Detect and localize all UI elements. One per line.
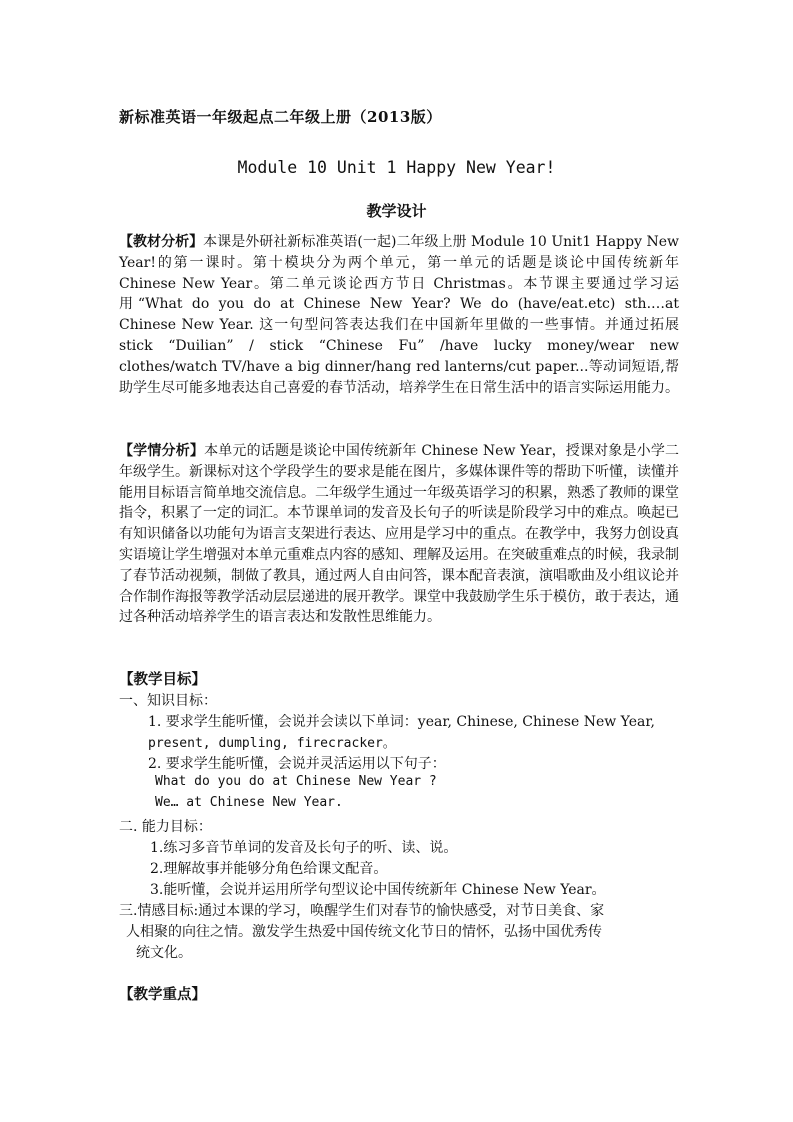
target-sentence-answer: We… at Chinese New Year. xyxy=(155,795,343,810)
knowledge-item-1-line-1: 1. 要求学生能听懂，会说并会读以下单词：year, Chinese, Chinese New Year, xyxy=(148,714,655,730)
learner-analysis-heading: 【学情分析】 xyxy=(119,443,205,459)
key-points-heading: 【教学重点】 xyxy=(119,987,206,1003)
ability-objectives-title: 二. 能力目标： xyxy=(119,819,212,835)
emotion-objective-line-3: 统文化。 xyxy=(136,945,192,961)
objectives-heading: 【教学目标】 xyxy=(119,672,206,688)
ability-item-1: 1.练习多音节单词的发音及长句子的听、读、说。 xyxy=(150,840,458,856)
ability-item-2: 2.理解故事并能够分角色给课文配音。 xyxy=(150,861,388,877)
learner-analysis-body: 本单元的话题是谈论中国传统新年 Chinese New Year，授课对象是小学二年级学生。新课标对这个学段学生的要求是能在图片，多媒体课件等的帮助下听懂，读懂并能用目标语言简单地交流信息。二年级学生通过一年级英语学习的积累，熟悉了教师的课堂指令，积累了一定的词汇。本节课单词的发音及长句子的听读是阶段学习中的难点。唤起已有知识储备以功能句为语言支架进行表达、应用是学习中的重点。在教学中，我努力创设真实语境让学生增强对本单元重难点内容的感知、理解及运用。在突破重难点的时候，我录制了春节活动视频，制做了教具，通过两人自由问答，课本配音表演，演唱歌曲及小组议论并合作制作海报等教学活动层层递进的展开教学。课堂中我鼓励学生乐于模仿，敢于表达，通过各种活动培养学生的语言表达和发散性思维能力。 xyxy=(119,443,680,626)
knowledge-item-1-line-2: present, dumpling, firecracker。 xyxy=(148,736,396,751)
knowledge-objectives-title: 一、知识目标： xyxy=(119,693,217,709)
ability-item-3: 3.能听懂，会说并运用所学句型议论中国传统新年 Chinese New Year。 xyxy=(150,882,606,898)
textbook-analysis-body: 本课是外研社新标准英语(一起)二年级上册 Module 10 Unit1 Happy New Year!的第一课时。第十模块分为两个单元，第一单元的话题是谈论中国传统新年 Chinese New Year。第二单元谈论西方节日 Christmas。本节课主要通过学习运用“What do you do at Chinese New Year? We do (have/eat.etc) sth.…at Chinese New Year. 这一句型问答表达我们在中国新年里做的一些事情。并通过拓展 stick “Duilian” / stick “Chinese Fu” /have lucky money/wear new clothes/watch TV/have a big dinner/hang red lanterns/cut paper...等动词短语,帮助学生尽可能多地表达自己喜爱的春节活动，培养学生在日常生活中的语言实际运用能力。 xyxy=(119,234,680,396)
learner-analysis-paragraph xyxy=(119,441,679,628)
knowledge-item-2: 2. 要求学生能听懂，会说并灵活运用以下句子： xyxy=(148,756,446,772)
emotion-objective-line-1: 三.情感目标:通过本课的学习，唤醒学生们对春节的愉快感受，对节日美食、家 xyxy=(119,903,605,919)
document-subtitle: 教学设计 xyxy=(366,202,427,220)
emotion-objective-line-2: 人相聚的向往之情。激发学生热爱中国传统文化节日的情怀，弘扬中国优秀传 xyxy=(126,924,602,940)
document-header: 新标准英语一年级起点二年级上册（2013版） xyxy=(119,108,442,126)
target-sentence-question: What do you do at Chinese New Year ? xyxy=(155,774,437,789)
textbook-analysis-heading: 【教材分析】 xyxy=(119,234,204,250)
lesson-title: Module 10 Unit 1 Happy New Year! xyxy=(237,158,556,177)
textbook-analysis-paragraph xyxy=(119,232,679,398)
